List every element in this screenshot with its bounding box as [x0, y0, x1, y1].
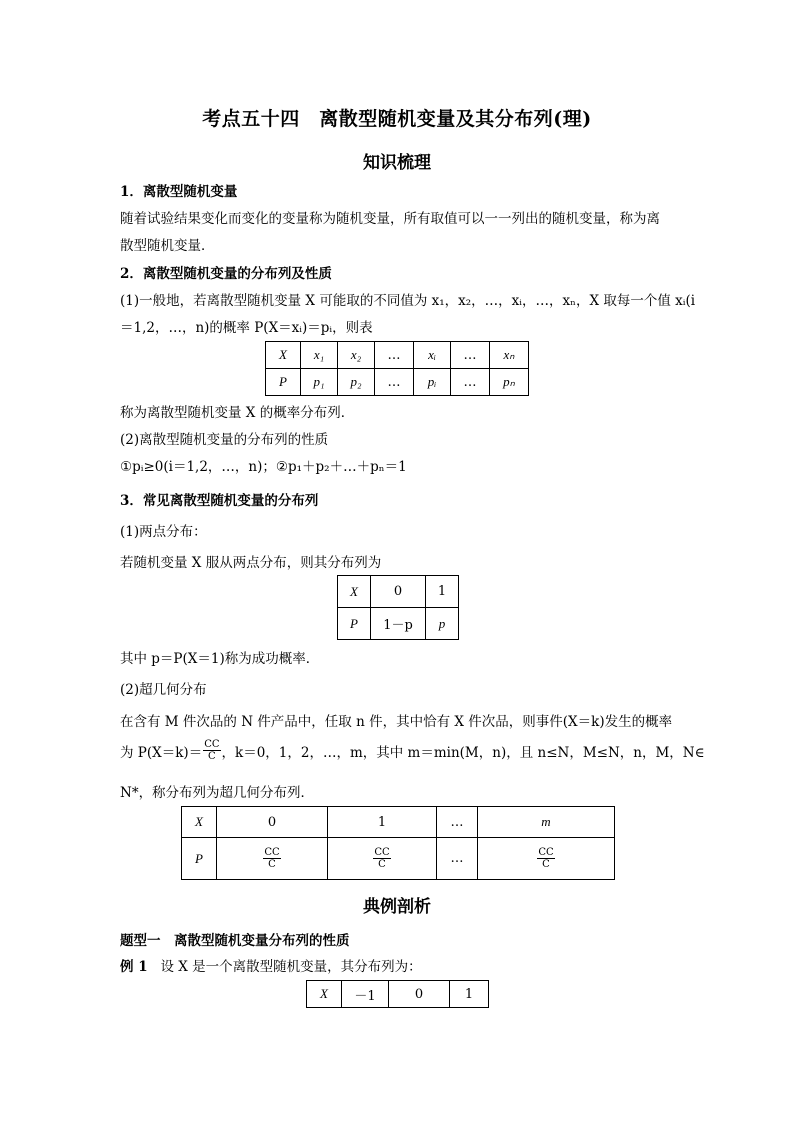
- table-cell: p₂: [338, 369, 375, 396]
- probability-fraction: [263, 847, 280, 870]
- table-cell: X: [182, 807, 217, 838]
- table-cell: P: [182, 838, 217, 880]
- table-cell: xₙ: [490, 342, 529, 369]
- table-cell: x₂: [338, 342, 375, 369]
- paragraph-3a: (1)两点分布：: [120, 524, 207, 540]
- probability-fraction: [373, 847, 390, 870]
- fraction-denominator: C: [378, 859, 386, 870]
- formula-prefix: 为 P(X＝k)＝: [120, 744, 203, 761]
- table-cell: －1: [342, 981, 389, 1008]
- section-heading-examples: 典例剖析: [363, 897, 431, 917]
- table-cell: …: [375, 342, 414, 369]
- page-title: 考点五十四 离散型随机变量及其分布列(理): [202, 108, 592, 130]
- table-cell: pₙ: [490, 369, 529, 396]
- paragraph-3d: (2)超几何分布: [120, 682, 207, 698]
- table-cell: X: [266, 342, 301, 369]
- paragraph-1a: 随着试验结果变化而变化的变量称为随机变量，所有取值可以一一列出的随机变量，称为离: [120, 211, 660, 227]
- table-cell: …: [451, 369, 490, 396]
- section-heading-knowledge: 知识梳理: [363, 153, 431, 173]
- table-cell: X: [307, 981, 342, 1008]
- fraction-denominator: C: [542, 859, 550, 870]
- fraction-denominator: C: [208, 751, 216, 762]
- paragraph-1b: 散型随机变量．: [120, 238, 215, 254]
- paragraph-2b: ＝1,2，…，n)的概率 P(X＝xᵢ)＝pᵢ，则表: [120, 320, 373, 336]
- table-cell: X: [338, 576, 371, 608]
- table-cell: xᵢ: [414, 342, 451, 369]
- table-cell: x₁: [301, 342, 338, 369]
- table-cell: pᵢ: [414, 369, 451, 396]
- table-cell: 1: [426, 576, 459, 608]
- fraction-numerator: CC: [204, 739, 220, 750]
- fraction-numerator: CC: [538, 847, 554, 858]
- paragraph-2c: 称为离散型随机变量 X 的概率分布列．: [120, 405, 355, 421]
- distribution-table-two-point: [337, 575, 459, 640]
- distribution-table-general: [265, 341, 529, 396]
- table-cell: …: [437, 807, 478, 838]
- paragraph-2d: (2)离散型随机变量的分布列的性质: [120, 432, 329, 448]
- paragraph-3b: 若随机变量 X 服从两点分布，则其分布列为: [120, 555, 382, 571]
- paragraph-3c: 其中 p＝P(X＝1)称为成功概率．: [120, 651, 320, 667]
- heading-4: 题型一 离散型随机变量分布列的性质: [120, 933, 350, 949]
- paragraph-3f: [120, 739, 705, 762]
- table-cell: [328, 838, 437, 880]
- paragraph-2e: ①pᵢ≥0(i＝1,2，…，n)；②p₁＋p₂＋…＋pₙ＝1: [120, 459, 407, 475]
- table-cell: [217, 838, 328, 880]
- table-cell: P: [266, 369, 301, 396]
- heading-3: 3．常见离散型随机变量的分布列: [120, 493, 319, 509]
- fraction-numerator: CC: [264, 847, 280, 858]
- table-cell: 1: [450, 981, 489, 1008]
- fraction-numerator: CC: [374, 847, 390, 858]
- table-cell: 0: [217, 807, 328, 838]
- example-label: 例 1: [120, 959, 148, 975]
- table-cell: p: [426, 608, 459, 640]
- table-cell: p₁: [301, 369, 338, 396]
- paragraph-3e: 在含有 M 件次品的 N 件产品中，任取 n 件，其中恰有 X 件次品，则事件(X＝k)发生的概率: [120, 714, 673, 730]
- fraction-denominator: C: [268, 859, 276, 870]
- table-cell: 0: [389, 981, 450, 1008]
- paragraph-3g: N*，称分布列为超几何分布列．: [120, 785, 315, 801]
- formula-suffix: ，k＝0，1，2，…，m，其中 m＝min(M，n)，且 n≤N，M≤N，n，M，N∈: [221, 744, 705, 761]
- table-cell: …: [437, 838, 478, 880]
- heading-1: 1．离散型随机变量: [120, 184, 238, 200]
- probability-fraction: [203, 739, 220, 762]
- distribution-table-example: [306, 980, 489, 1008]
- probability-fraction: [537, 847, 554, 870]
- example-text: 设 X 是一个离散型随机变量，其分布列为：: [160, 959, 422, 975]
- distribution-table-hypergeometric: [181, 806, 615, 880]
- table-cell: …: [375, 369, 414, 396]
- table-cell: 1－p: [371, 608, 426, 640]
- table-cell: [478, 838, 615, 880]
- example-1-line: [120, 955, 422, 975]
- paragraph-2a: (1)一般地，若离散型随机变量 X 可能取的不同值为 x₁，x₂，…，xᵢ，…，xₙ，X 取每一个值 xᵢ(i: [120, 293, 696, 309]
- table-cell: 1: [328, 807, 437, 838]
- table-cell: 0: [371, 576, 426, 608]
- heading-2: 2．离散型随机变量的分布列及性质: [120, 266, 332, 282]
- table-cell: P: [338, 608, 371, 640]
- table-cell: m: [478, 807, 615, 838]
- table-cell: …: [451, 342, 490, 369]
